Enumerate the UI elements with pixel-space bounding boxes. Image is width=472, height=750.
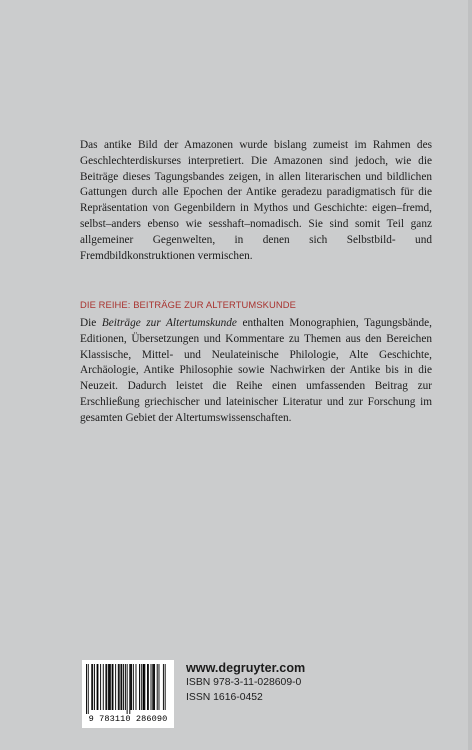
barcode-bar	[121, 664, 122, 710]
spine-edge	[468, 0, 472, 750]
series-heading: DIE REIHE: BEITRÄGE ZUR ALTERTUMSKUNDE	[80, 299, 296, 310]
barcode-bar	[153, 664, 154, 710]
barcode-bar	[147, 664, 148, 710]
barcode-bar	[148, 664, 149, 710]
barcode-bar	[159, 664, 160, 710]
barcode-bar	[143, 664, 144, 710]
barcode-bar	[141, 664, 142, 710]
series-title: Beiträge zur Altertumskunde	[101, 317, 237, 329]
barcode-bar	[125, 664, 126, 710]
barcode-bar	[152, 664, 153, 710]
barcode-bar	[97, 664, 98, 710]
barcode-bar	[91, 664, 92, 710]
barcode-bar	[136, 664, 137, 710]
barcode-digits: 9 783110 286090	[88, 714, 168, 724]
barcode-bar	[151, 664, 152, 710]
series-intro-prefix: Die	[80, 317, 102, 329]
barcode-bar	[144, 664, 145, 710]
barcode-bar	[88, 664, 89, 714]
barcode-bar	[109, 664, 110, 710]
barcode-bar	[94, 664, 95, 710]
isbn-number: ISBN 978-3-11-028609-0	[186, 677, 302, 688]
barcode-bar	[105, 664, 106, 710]
barcode-bar	[103, 664, 104, 710]
barcode-bar	[108, 664, 109, 710]
barcode-bar	[92, 664, 93, 710]
barcode-bar	[130, 664, 131, 710]
barcode-bar	[127, 664, 128, 714]
barcode	[82, 660, 174, 728]
barcode-bar	[139, 664, 140, 710]
barcode-bar	[131, 664, 132, 710]
barcode-bar	[154, 664, 155, 710]
barcode-bar	[113, 664, 114, 710]
publisher-url[interactable]: www.degruyter.com	[186, 661, 306, 675]
barcode-bar	[129, 664, 130, 714]
barcode-bar	[163, 664, 164, 710]
barcode-bar	[143, 664, 144, 710]
barcode-bar	[118, 664, 119, 710]
barcode-bar	[97, 664, 98, 710]
blurb-paragraph: Das antike Bild der Amazonen wurde bislang zumeist im Rahmen des Geschlechterdiskurses interpretiert. Die Amazonen sind jedoch, wie die Beiträge dieses Tagungsbandes zeigen, in allen literarischen und bildlichen Gattungen durch alle Epochen der Antike geradezu paradigmatisch für die Repräsentation von Gegenbildern in Mythos und Geschichte: eigen–fremd, selbst–anders ebenso wie sesshaft–nomadisch. Sie sind somit Teil ganz allgemeiner Gegenwelten, in denen sich Selbstbild- und Fremdbildkonstruktionen vermischen.	[80, 139, 432, 262]
barcode-bar	[165, 664, 166, 710]
barcode-bar	[115, 664, 116, 710]
barcode-bar	[123, 664, 124, 710]
barcode-bar	[100, 664, 101, 710]
barcode-bar	[112, 664, 113, 710]
barcode-bar	[86, 664, 87, 714]
barcode-bar	[110, 664, 111, 710]
barcode-bars	[86, 664, 170, 714]
series-intro-rest: enthalten Monographien, Tagungsbände, Editionen, Übersetzungen und Kommentare zu Themen aus den Bereichen Klassische, Mittel- und Neulateinische Philologie, Alte Geschichte, Archäologie, Antike Philosophie sowie Nachwirken der Antike bis in die Neuzeit. Dadurch leistet die Reihe einen umfassenden Beitrag zur Erschließung griechischer und lateinischer Literatur und zur Forschung im gesamten Gebiet der Altertumswissenschaften.	[80, 317, 432, 424]
barcode-bar	[157, 664, 158, 710]
issn-number: ISSN 1616-0452	[186, 691, 263, 703]
barcode-bar	[119, 664, 120, 710]
barcode-bar	[120, 664, 121, 710]
series-description	[80, 316, 432, 427]
publisher-info	[186, 660, 305, 705]
barcode-bar	[106, 664, 107, 710]
barcode-bar	[133, 664, 134, 710]
